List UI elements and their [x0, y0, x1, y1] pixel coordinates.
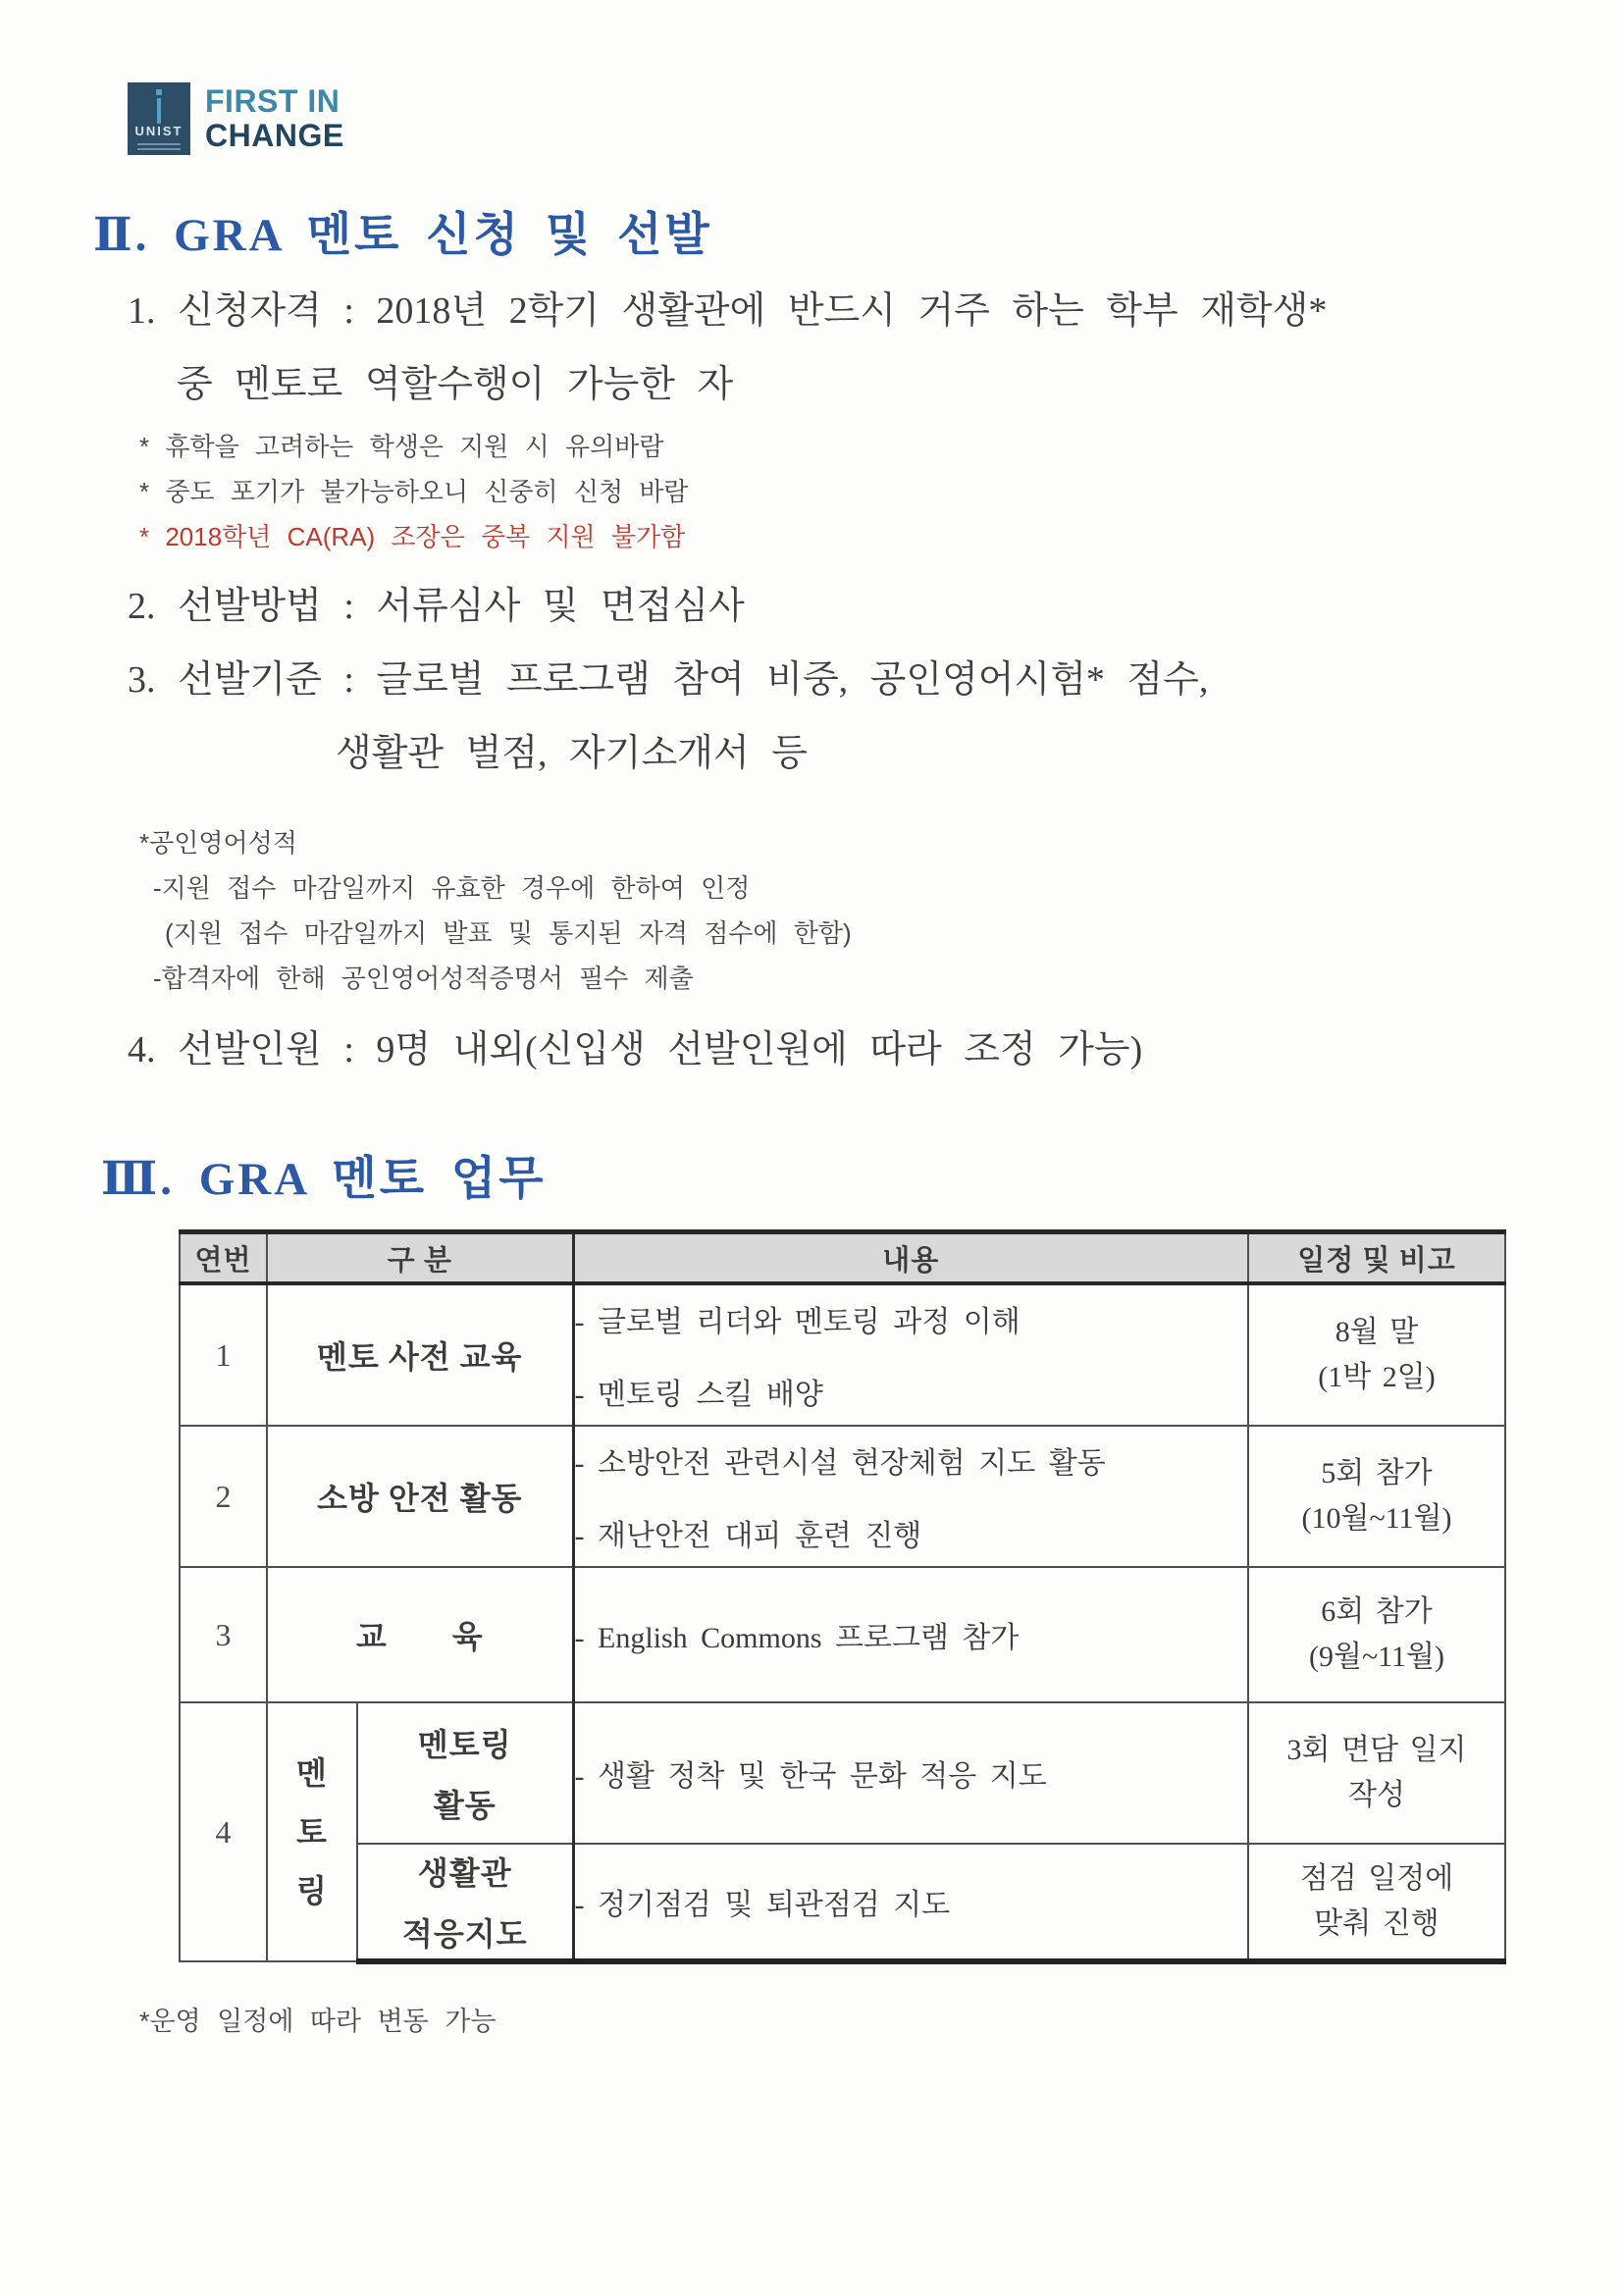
category-line: 활동 — [433, 1788, 497, 1823]
item-line: 생활관 벌점, 자기소개서 등 — [336, 733, 808, 774]
vertical-char: 토 — [296, 1814, 328, 1850]
list-item-selection-method — [128, 582, 1623, 631]
list-item-eligibility — [128, 287, 1623, 409]
cell-content — [573, 1702, 1248, 1844]
content-line: - 재난안전 대피 훈련 진행 — [574, 1520, 922, 1552]
note-ca-ra-restriction: * 2018학년 CA(RA) 조장은 중복 지원 불가함 — [139, 522, 686, 551]
note-valid-until-deadline: -지원 접수 마감일까지 유효한 경우에 한하여 인정 — [153, 873, 751, 903]
table-row — [180, 1702, 1505, 1844]
schedule-line: (9월~11월) — [1308, 1641, 1445, 1673]
logo-i-bar-icon — [157, 98, 161, 124]
schedule-line: 3회 면담 일지 — [1286, 1734, 1467, 1766]
item-line: 3. 선발기준 : 글로벌 프로그램 참여 비중, 공인영어시험* 점수, — [128, 659, 1209, 701]
table-row — [180, 1283, 1505, 1426]
category-line: 적응지도 — [401, 1916, 528, 1952]
header-schedule: 일정 및 비고 — [1248, 1232, 1505, 1284]
cell-category: 멘토 사전 교육 — [267, 1283, 573, 1426]
section-title-duty: Ⅲ. GRA 멘토 업무 — [101, 1154, 547, 1205]
cell-category-mentoring — [267, 1702, 357, 1961]
category-line: 생활관 — [417, 1855, 512, 1891]
cell-no: 3 — [180, 1567, 267, 1702]
item-line: 2. 선발방법 : 서류심사 및 면접심사 — [128, 586, 745, 627]
table-footnote: *운영 일정에 따라 변동 가능 — [139, 2007, 497, 2036]
schedule-line: 작성 — [1348, 1779, 1405, 1811]
schedule-line: (10월~11월) — [1301, 1502, 1452, 1535]
schedule-line: (1박 2일) — [1318, 1361, 1436, 1393]
cell-no: 4 — [180, 1702, 267, 1961]
header-content: 내용 — [573, 1232, 1248, 1284]
english-score-notes — [0, 827, 1623, 994]
item-line: 중 멘토로 역할수행이 가능한 자 — [177, 364, 734, 405]
schedule-line: 8월 말 — [1335, 1316, 1419, 1348]
logo-i-icon — [156, 89, 162, 95]
cell-content — [573, 1567, 1248, 1702]
content-line: - 정기점검 및 퇴관점검 지도 — [574, 1889, 951, 1921]
cell-content — [573, 1283, 1248, 1426]
list-item-selection-count — [128, 1025, 1623, 1074]
note-leave-of-absence: * 휴학을 고려하는 학생은 지원 시 유의바람 — [139, 432, 664, 461]
cell-no: 1 — [180, 1283, 267, 1426]
cell-schedule — [1248, 1702, 1505, 1844]
cell-category: 소방 안전 활동 — [267, 1426, 573, 1567]
header-category: 구 분 — [267, 1232, 573, 1284]
cell-schedule — [1248, 1567, 1505, 1702]
header-no: 연번 — [180, 1232, 267, 1284]
unist-wordmark: UNIST — [134, 124, 183, 138]
tagline-change: CHANGE — [205, 118, 344, 153]
cell-no: 2 — [180, 1426, 267, 1567]
cell-schedule — [1248, 1426, 1505, 1567]
logo-tagline — [205, 84, 344, 153]
category-line: 멘토링 — [417, 1727, 512, 1762]
schedule-line: 6회 참가 — [1321, 1595, 1433, 1628]
content-line: - 글로벌 리더와 멘토링 과정 이해 — [574, 1306, 1021, 1338]
list-item-selection-criteria — [128, 655, 1623, 778]
duty-table — [179, 1229, 1506, 1964]
cell-content — [573, 1844, 1248, 1961]
cell-schedule — [1248, 1844, 1505, 1961]
section-title-application: Ⅱ. GRA 멘토 신청 및 선발 — [93, 210, 712, 261]
note-english-score-title: *공인영어성적 — [139, 828, 297, 858]
item-line: 4. 선발인원 : 9명 내외(신입생 선발인원에 따라 조정 가능) — [128, 1029, 1143, 1070]
cell-subcategory — [357, 1844, 573, 1961]
table-row — [180, 1567, 1505, 1702]
item-line: 1. 신청자격 : 2018년 2학기 생활관에 반드시 거주 하는 학부 재학생* — [128, 290, 1328, 332]
note-no-withdrawal: * 중도 포기가 불가능하오니 신중히 신청 바람 — [139, 477, 689, 506]
logo-fineprint — [137, 143, 181, 145]
vertical-char: 링 — [296, 1873, 328, 1908]
cell-content — [573, 1426, 1248, 1567]
tagline-first-in: FIRST IN — [205, 83, 340, 119]
eligibility-notes — [0, 431, 1623, 552]
note-score-announced: (지원 접수 마감일까지 발표 및 통지된 자격 점수에 한함) — [165, 918, 852, 948]
cell-schedule — [1248, 1283, 1505, 1426]
schedule-line: 점검 일정에 — [1299, 1862, 1454, 1895]
cell-subcategory — [357, 1702, 573, 1844]
table-row — [180, 1844, 1505, 1961]
note-certificate-required: -합격자에 한해 공인영어성적증명서 필수 제출 — [153, 964, 694, 993]
vertical-char: 멘 — [296, 1755, 328, 1791]
unist-logo-square — [128, 82, 190, 155]
cell-category: 교 육 — [267, 1567, 573, 1702]
logo-fineprint — [137, 148, 181, 150]
unist-logo — [128, 82, 344, 155]
content-line: - 소방안전 관련시설 현장체험 지도 활동 — [574, 1447, 1106, 1480]
content-line: - English Commons 프로그램 참가 — [574, 1622, 1020, 1654]
schedule-line: 맞춰 진행 — [1314, 1907, 1440, 1940]
content-line: - 멘토링 스킬 배양 — [574, 1379, 823, 1411]
schedule-line: 5회 참가 — [1321, 1457, 1433, 1489]
table-header-row — [180, 1232, 1505, 1284]
content-line: - 생활 정착 및 한국 문화 적응 지도 — [574, 1760, 1047, 1793]
table-row — [180, 1426, 1505, 1567]
